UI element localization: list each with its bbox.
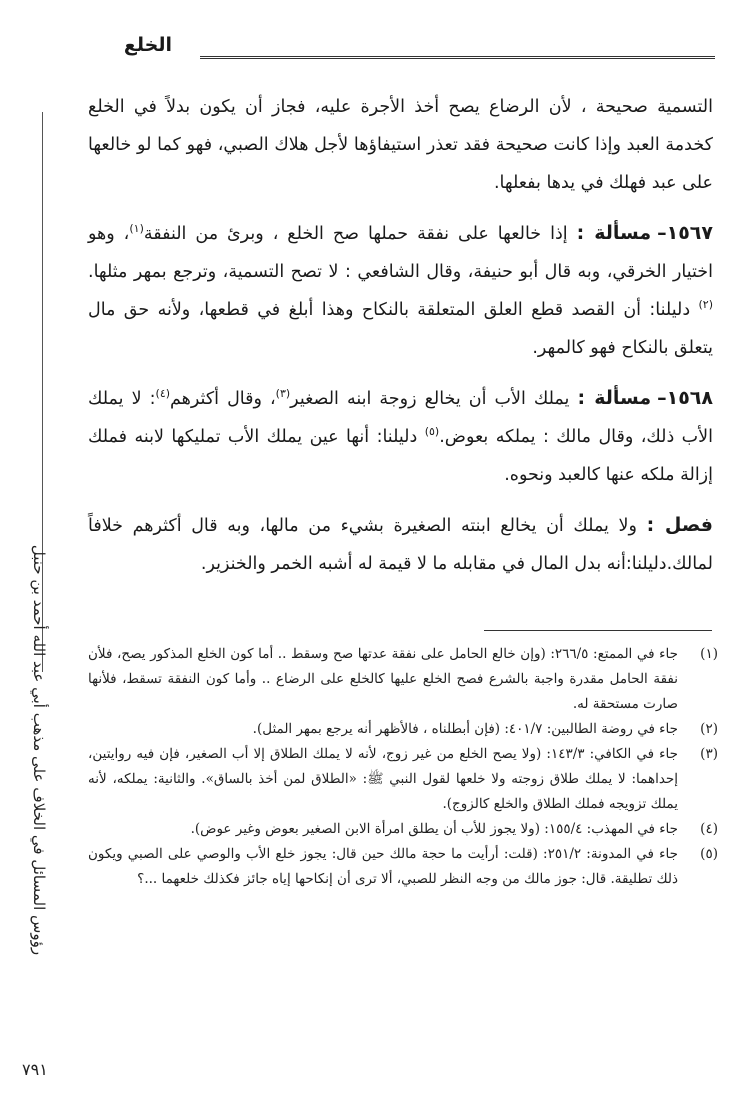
footnote: (١) جاء في الممتع: ٢٦٦/٥: (وإن خالع الحامل على نفقة عدتها صح وسقط .. أما كون الخلع المذكور يصح، فلأن نفقة الحامل مقدرة واجبة بالشرع فصح الخلع عليها كالخلع على الرضاع .. وأما كون النفقة تسقط، فلأنها صارت مستحقة له. xyxy=(88,646,718,712)
side-running-title-text: رؤوس المسائل في الخلاف على مذهب أبي عبد الله أحمد بن حنبل xyxy=(30,544,48,956)
footnotes xyxy=(88,642,718,892)
footnote-separator xyxy=(484,630,712,631)
side-running-title xyxy=(10,500,48,1000)
fasl-label: فصل : xyxy=(646,514,713,536)
footnote-ref-4[interactable]: (٤) xyxy=(155,387,171,401)
masala-1567: ١٥٦٧–مسألة : إذا خالعها على نفقة حملها صح الخلع ، وبرئ من النفقة$^{(١)}$، وهو اختيار الخرقي، وبه قال أبو حنيفة، وقال الشافعي : لا تصح التسمية، وترجع بمهر مثلها.$^{(٢)}$ دليلنا: أن القصد قطع العلق المتعلقة بالنكاح وهذا أبلغ في قطعها، ولأنه حق مال يتعلق بالنكاح فهو كالمهر. xyxy=(88,222,713,358)
page-number: ٧٩١ xyxy=(22,1060,48,1079)
footnote-ref-5[interactable]: (٥) xyxy=(424,425,440,439)
fasl-section: فصل : ولا يملك أن يخالع ابنته الصغيرة بشيء من مالها، وبه قال أكثرهم خلافاً لمالك.دليلنا:أنه بدل المال في مقابله ما لا قيمة له أشبه الخمر والخنزير. xyxy=(88,514,713,574)
footnote: (٢) جاء في روضة الطالبين: ٤٠١/٧: (فإن أبطلناه ، فالأظهر أنه يرجع بمهر المثل). xyxy=(252,721,718,737)
masala-label: مسألة : xyxy=(577,387,652,409)
masala-number: ١٥٦٧– xyxy=(657,222,713,244)
running-header-title: الخلع xyxy=(123,34,172,56)
footnote-ref-1[interactable]: (١) xyxy=(129,222,144,236)
footnote: (٣) جاء في الكافي: ١٤٣/٣: (ولا يصح الخلع من غير زوج، لأنه لا يملك الطلاق إلا أب الصغير، فإن فيه روايتين، إحداهما: لا يملك طلاق زوجته ولا خلعها لقول النبي ﷺ: «الطلاق لمن أخذ بالساق». والثانية: يملكه، لأنه يملك تزويجه فملك الطلاق والخلع كالزوج). xyxy=(88,746,718,812)
masala-number: ١٥٦٨– xyxy=(657,387,713,409)
footnote: (٥) جاء في المدونة: ٢٥١/٢: (قلت: أرأيت ما حجة مالك حين قال: يجوز خلع الأب والوصي على الصبي ويكون ذلك تطليقة. قال: جوز مالك من وجه النظر للصبي، ألا ترى أن إنكاحها إياه جائز فكذلك خلعهما ...؟ xyxy=(88,846,718,887)
footnote: (٤) جاء في المهذب: ١٥٥/٤: (ولا يجوز للأب أن يطلق امرأة الابن الصغير بعوض وغير عوض). xyxy=(190,821,718,837)
footnote-ref-3[interactable]: (٣) xyxy=(275,387,291,401)
masala-1568: ١٥٦٨–مسألة : يملك الأب أن يخالع زوجة ابنه الصغير$^{(٣)}$، وقال أكثرهم$^{(٤)}$: لا يملك الأب ذلك، وقال مالك : يملكه بعوض.$^{(٥)}$ دليلنا: أنها عين يملك الأب تمليكها لابنه فملك إزالة ملكه عنها كالعبد ونحوه. xyxy=(88,387,713,485)
footnote-ref-2[interactable]: (٢) xyxy=(698,298,713,312)
paragraph-continuation: التسمية صحيحة ، لأن الرضاع يصح أخذ الأجرة عليه، فجاز أن يكون بدلاً في الخلع كخدمة العبد وإذا كانت صحيحة فقد تعذر استيفاؤها لأجل هلاك الصبي، فهو كما لو خالعها على عبد فهلك في يدها بفعلها. xyxy=(88,97,713,193)
masala-label: مسألة : xyxy=(576,222,652,244)
main-text xyxy=(88,88,713,583)
header-rule xyxy=(200,56,715,59)
